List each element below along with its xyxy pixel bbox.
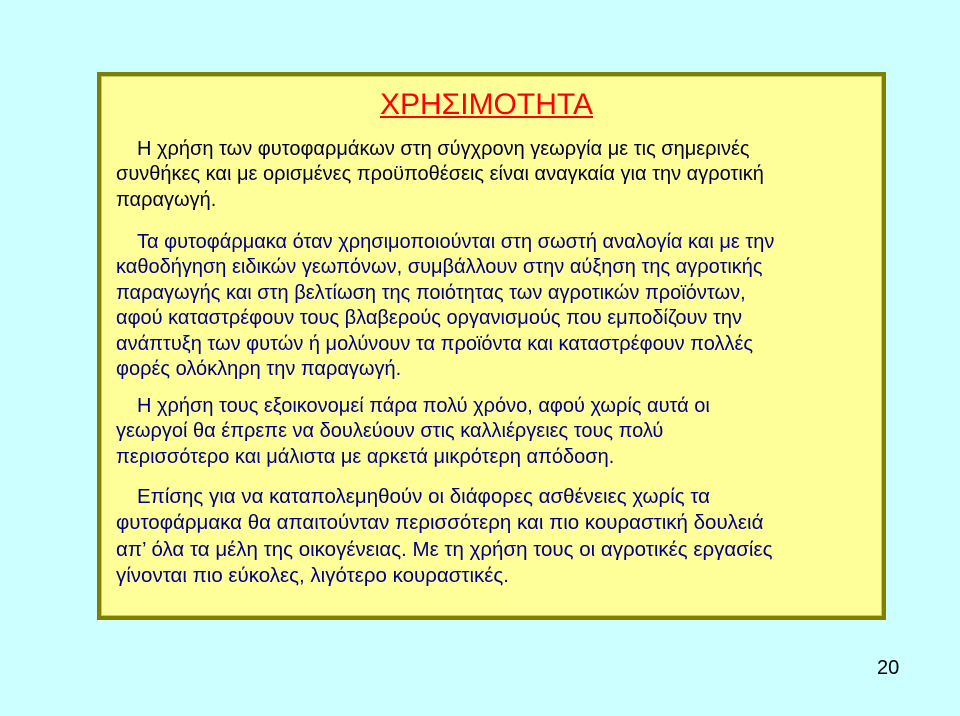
slide-title: ΧΡΗΣΙΜΟΤΗΤΑ: [380, 88, 593, 121]
content-box: [97, 72, 886, 620]
paragraph-1: Η χρήση των φυτοφαρμάκων στη σύγχρονη γεωργία με τις σημερινές συνθήκες και με ορισμένες προϋποθέσεις είναι αναγκαία για την αγροτική παραγωγή.: [116, 138, 764, 211]
paragraph-2: Τα φυτοφάρμακα όταν χρησιμοποιούνται στη σωστή αναλογία και με την καθοδήγηση ειδικών γεωπόνων, συμβάλλουν στην αύξηση της αγροτικής παραγωγής και στη βελτίωση της ποιότητας των αγροτικών προϊόντων, αφού καταστρέφουν τους βλαβερούς οργανισμούς που εμποδίζουν την ανάπτυξη των φυτών ή μολύνουν τα προϊόντα και καταστρέφουν πολλές φορές ολόκληρη την παραγωγή.: [116, 231, 775, 381]
paragraph-4: Επίσης για να καταπολεμηθούν οι διάφορες ασθένειες χωρίς τα φυτοφάρμακα θα απαιτούνταν περισσότερη και πιο κουραστική δουλειά απ’ όλα τα μέλη της οικογένειας. Με τη χρήση τους οι αγροτικές εργασίες γίνονται πιο εύκολες, λιγότερο κουραστικές.: [116, 485, 773, 587]
page-number: 20: [877, 657, 900, 679]
paragraph-3: Η χρήση τους εξοικονομεί πάρα πολύ χρόνο, αφού χωρίς αυτά οι γεωργοί θα έπρεπε να δουλεύουν στις καλλιέργειες τους πολύ περισσότερο και μάλιστα με αρκετά μικρότερη απόδοση.: [116, 395, 710, 468]
